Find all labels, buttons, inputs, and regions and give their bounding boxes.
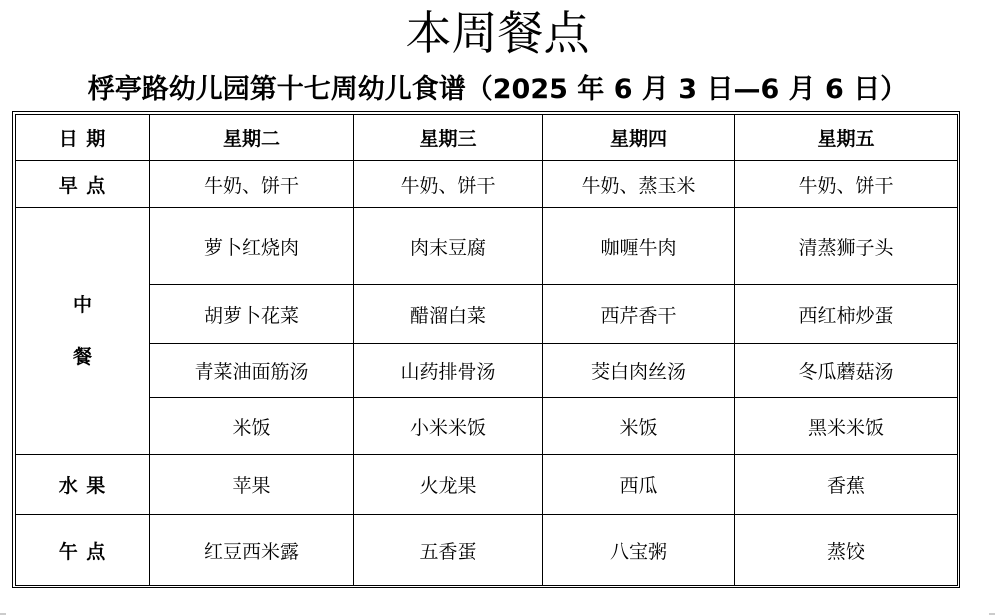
lunch-cell: 西红柿炒蛋 xyxy=(735,285,958,344)
lunch-row xyxy=(16,398,958,455)
page-corner-marks xyxy=(0,598,995,615)
breakfast-cell: 牛奶、饼干 xyxy=(735,161,958,208)
lunch-label xyxy=(16,208,150,455)
lunch-cell: 萝卜红烧肉 xyxy=(150,208,354,285)
day-thursday: 星期四 xyxy=(543,115,735,161)
lunch-cell: 清蒸狮子头 xyxy=(735,208,958,285)
lunch-label-line2: 餐 xyxy=(72,346,92,368)
fruit-label: 水 果 xyxy=(16,455,150,515)
breakfast-row xyxy=(16,161,958,208)
lunch-label-line1: 中 xyxy=(72,294,92,316)
date-label: 日 期 xyxy=(16,115,150,161)
weekly-menu-table xyxy=(15,114,958,586)
lunch-cell: 米饭 xyxy=(150,398,354,455)
fruit-cell: 火龙果 xyxy=(354,455,543,515)
lunch-cell: 咖喱牛肉 xyxy=(543,208,735,285)
fruit-cell: 香蕉 xyxy=(735,455,958,515)
menu-subtitle: 桴亭路幼儿园第十七周幼儿食谱（2025 年 6 月 3 日—6 月 6 日） xyxy=(87,74,908,105)
fruit-row xyxy=(16,455,958,515)
snack-cell: 红豆西米露 xyxy=(150,515,354,586)
day-tuesday: 星期二 xyxy=(150,115,354,161)
lunch-cell: 山药排骨汤 xyxy=(354,344,543,398)
breakfast-label: 早 点 xyxy=(16,161,150,208)
lunch-cell: 肉末豆腐 xyxy=(354,208,543,285)
lunch-row xyxy=(16,344,958,398)
lunch-cell: 青菜油面筋汤 xyxy=(150,344,354,398)
lunch-cell: 黑米米饭 xyxy=(735,398,958,455)
fruit-cell: 西瓜 xyxy=(543,455,735,515)
breakfast-cell: 牛奶、蒸玉米 xyxy=(543,161,735,208)
snack-cell: 八宝粥 xyxy=(543,515,735,586)
lunch-row xyxy=(16,208,958,285)
snack-cell: 蒸饺 xyxy=(735,515,958,586)
lunch-cell: 米饭 xyxy=(543,398,735,455)
lunch-cell: 小米米饭 xyxy=(354,398,543,455)
snack-cell: 五香蛋 xyxy=(354,515,543,586)
day-friday: 星期五 xyxy=(735,115,958,161)
breakfast-cell: 牛奶、饼干 xyxy=(150,161,354,208)
lunch-cell: 西芹香干 xyxy=(543,285,735,344)
fruit-cell: 苹果 xyxy=(150,455,354,515)
snack-label: 午 点 xyxy=(16,515,150,586)
lunch-cell: 茭白肉丝汤 xyxy=(543,344,735,398)
lunch-cell: 胡萝卜花菜 xyxy=(150,285,354,344)
header-row xyxy=(16,115,958,161)
day-wednesday: 星期三 xyxy=(354,115,543,161)
lunch-cell: 醋溜白菜 xyxy=(354,285,543,344)
lunch-cell: 冬瓜蘑菇汤 xyxy=(735,344,958,398)
snack-row xyxy=(16,515,958,586)
page-title: 本周餐点 xyxy=(405,6,590,60)
lunch-row xyxy=(16,285,958,344)
breakfast-cell: 牛奶、饼干 xyxy=(354,161,543,208)
